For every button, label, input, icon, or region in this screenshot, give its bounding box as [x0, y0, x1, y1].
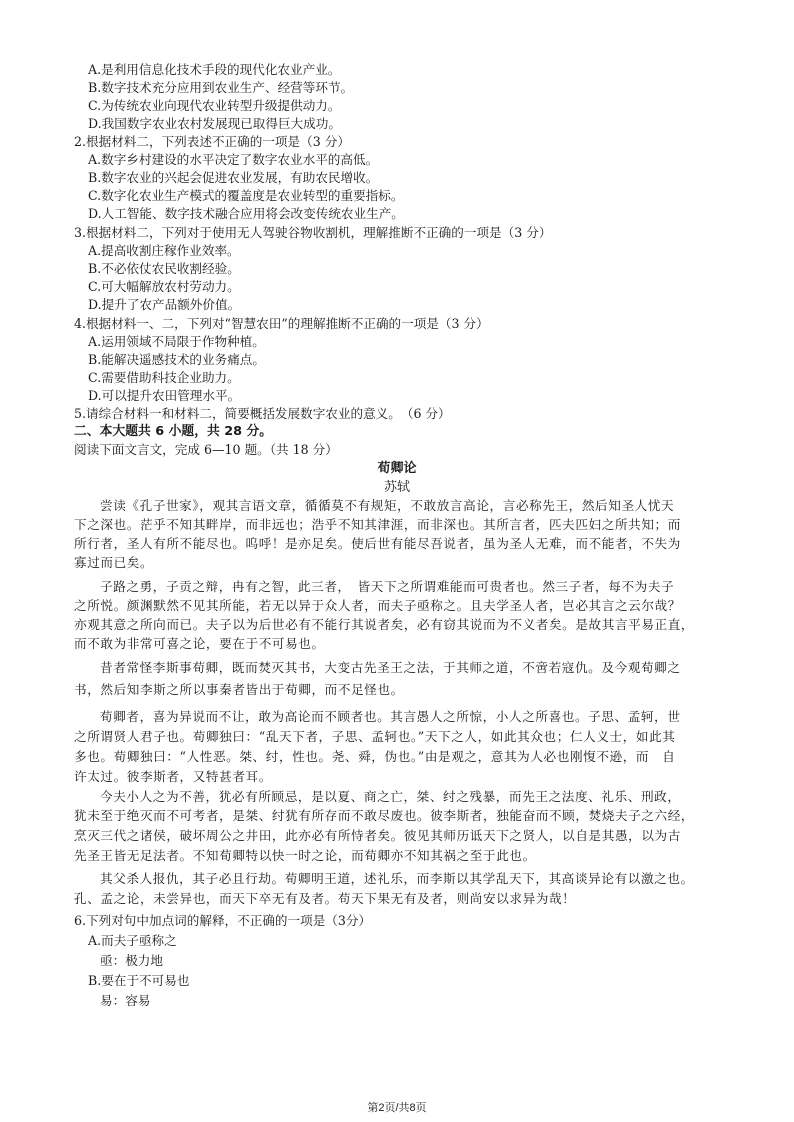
- section-heading: 二、本大题共 6 小题，共 28 分。: [74, 424, 273, 439]
- article-line: 下之深也。茫乎不知其畔岸，而非远也；浩乎不知其津涯，而非深也。其所言者，匹夫匹妇之所共知；而: [74, 517, 681, 532]
- q1-option-a: A.是利用信息化技术手段的现代化农业产业。: [88, 62, 341, 77]
- q6-stem: 6.下列对句中加点词的解释，不正确的一项是（3分）: [74, 913, 372, 928]
- article-line: 荀卿者，喜为异说而不让，敢为高论而不顾者也。其言愚人之所惊，小人之所喜也。子思、孟轲，世: [100, 709, 681, 724]
- q6-option-b-gloss: 易：容易: [100, 993, 151, 1008]
- q3-option-d: D.提升了农产品额外价值。: [88, 297, 241, 312]
- article-line: 今夫小人之为不善，犹必有所顾忌，是以夏、商之亡，桀、纣之残暴，而先王之法度、礼乐、刑政，: [100, 789, 681, 804]
- article-line: 而不敢为非常可喜之论，要在于不可易也。: [74, 636, 325, 651]
- q4-option-b: B.能解决遥感技术的业务痛点。: [88, 352, 265, 367]
- article-line: 所行者，圣人有所不能尽也。呜呼！是亦足矣。使后世有能尽吾说者，虽为圣人无难，而不能者，不失为: [74, 536, 681, 551]
- q4-option-a: A.运用领域不局限于作物种植。: [88, 334, 265, 349]
- article-line: 先圣王皆无足法者。不知荀卿特以快一时之论，而荀卿亦不知其祸之至于此也。: [74, 848, 536, 863]
- article-line: 昔者常怪李斯事荀卿，既而焚灭其书，大变古先圣王之法，于其师之道，不啻若寇仇。及今观荀卿之: [100, 660, 681, 675]
- q4-option-d: D.可以提升农田管理水平。: [88, 388, 241, 403]
- article-title: 荀卿论: [377, 461, 417, 476]
- q6-option-a: A.而夫子亟称之: [88, 933, 177, 948]
- q2-option-b: B.数字农业的兴起会促进农业发展，有助农民增收。: [88, 170, 379, 185]
- q3-option-c: C.可大幅解放农村劳动力。: [88, 279, 240, 294]
- article-line: 之所悦。颜渊默然不见其所能，若无以异于众人者，而夫子亟称之。且夫学圣人者，岂必其言之云尔哉？: [74, 598, 681, 613]
- q3-stem: 3.根据材料二，下列对于使用无人驾驶谷物收割机，理解推断不正确的一项是（3 分）: [74, 225, 552, 240]
- q6-option-a-gloss: 亟：极力地: [100, 953, 163, 968]
- section-instruction: 阅读下面文言文，完成 6—10 题。（共 18 分）: [74, 442, 338, 457]
- q4-stem: 4.根据材料一、二，下列对“智慧农田”的理解推断不正确的一项是（3 分）: [74, 316, 489, 331]
- article-line: 亦观其意之所向而已。夫子以为后世必有不能行其说者矣，必有窃其说而为不义者矣。是故其言平易正直，: [74, 617, 695, 632]
- article-line: 子路之勇，子贡之辩，冉有之智，此三者， 皆天下之所谓难能而可贵者也。然三子者，每不为夫子: [100, 579, 675, 594]
- article-line: 寡过而已矣。: [74, 555, 154, 570]
- article-line: 之所谓贤人君子也。荀卿独曰：“乱天下者，子思、孟轲也。”天下之人，如此其众也；仁人义士，如此其: [74, 729, 676, 744]
- q2-option-c: C.数字化农业生产模式的覆盖度是农业转型的重要指标。: [88, 188, 404, 203]
- article-line: 犹未至于绝灭而不可考者，是桀、纣犹有所存而不敢尽废也。彼李斯者，独能奋而不顾，焚烧夫子之六经，: [74, 808, 695, 823]
- article-line: 烹灭三代之诸侯，破坏周公之井田，此亦必有所恃者矣。彼见其师历诋天下之贤人，以自是其愚，以为古: [74, 828, 681, 843]
- q2-option-a: A.数字乡村建设的水平决定了数字农业水平的高低。: [88, 152, 379, 167]
- article-line: 书，然后知李斯之所以事秦者皆出于荀卿，而不足怪也。: [74, 682, 404, 697]
- q3-option-a: A.提高收割庄稼作业效率。: [88, 243, 240, 258]
- q1-option-d: D.我国数字农业农村发展现已取得巨大成功。: [88, 116, 341, 131]
- q6-option-b: B.要在于不可易也: [88, 973, 190, 988]
- q1-option-b: B.数字技术充分应用到农业生产、经营等环节。: [88, 80, 354, 95]
- article-line: 许太过。彼李斯者，又特甚者耳。: [74, 769, 272, 784]
- article-line: 其父杀人报仇，其子必且行劫。荀卿明王道，述礼乐，而李斯以其学乱天下，其高谈异论有以激之也。: [100, 871, 694, 886]
- page-number: 第2页/共8页: [367, 1102, 427, 1114]
- article-line: 多也。荀卿独曰：“人性恶。桀、纣，性也。尧、舜，伪也。”由是观之，意其为人必也刚愎不逊，而 自: [74, 749, 676, 764]
- q5-stem: 5.请综合材料一和材料二，简要概括发展数字农业的意义。 （6 分）: [74, 406, 451, 421]
- article-line: 尝读《孔子世家》，观其言语文章，循循莫不有规矩，不敢放言高论，言必称先王，然后知圣人忧天: [100, 498, 675, 513]
- q1-option-c: C.为传统农业向现代农业转型升级提供动力。: [88, 98, 341, 113]
- q4-option-c: C.需要借助科技企业助力。: [88, 370, 240, 385]
- article-line: 孔、孟之论，未尝异也，而天下卒无有及者。苟天下果无有及者，则尚安以求异为哉！: [74, 891, 576, 906]
- q2-stem: 2.根据材料二，下列表述不正确的一项是（3 分）: [74, 134, 350, 149]
- q3-option-b: B.不必依仗农民收割经验。: [88, 261, 240, 276]
- article-author: 苏轼: [383, 480, 410, 495]
- q2-option-d: D.人工智能、数字技术融合应用将会改变传统农业生产。: [88, 206, 404, 221]
